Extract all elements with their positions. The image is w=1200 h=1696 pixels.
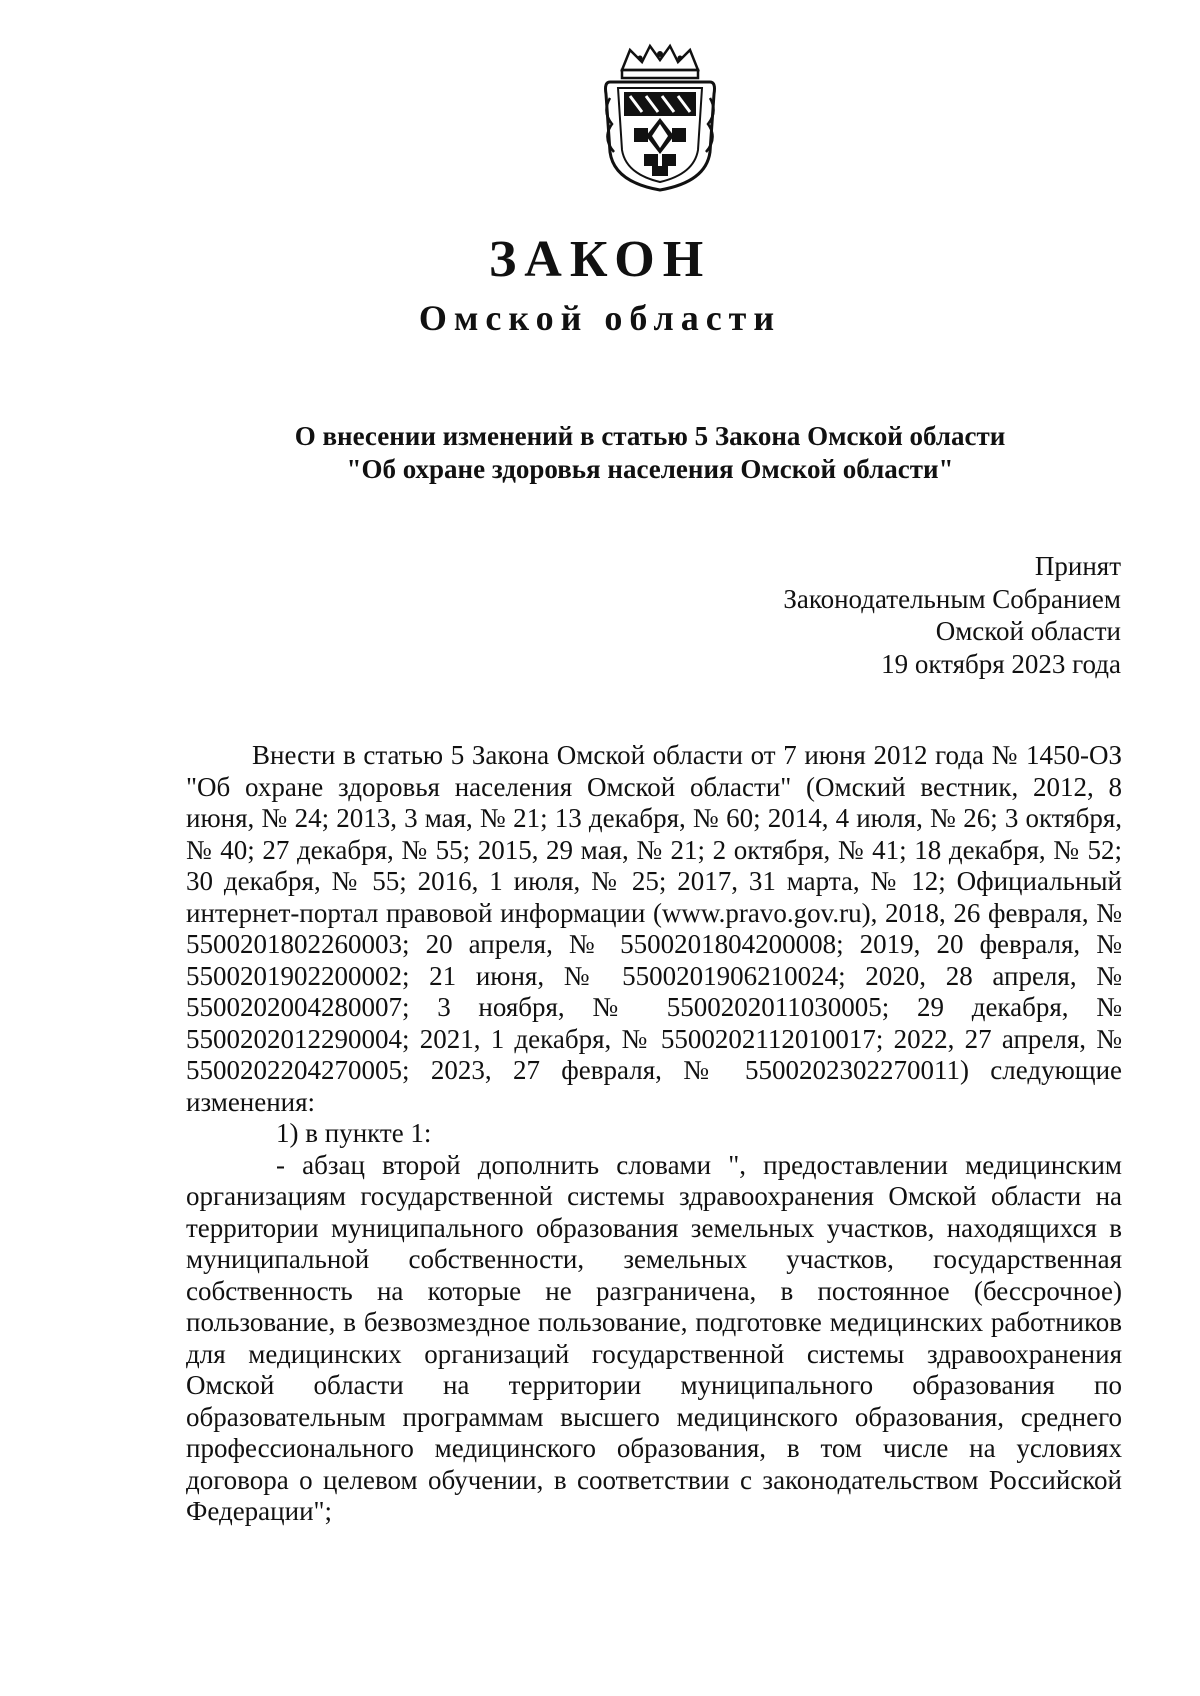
omsk-region-coat-of-arms-icon xyxy=(600,42,720,192)
law-region: Омской области xyxy=(418,298,782,338)
adoption-line-3: Омской области xyxy=(935,616,1121,646)
intro-paragraph: Внести в статью 5 Закона Омской области от 7 июня 2012 года № 1450-ОЗ "Об охране здоровья населения Омской области" (Омский вестник, 2012, 8 июня, № 24; 2013, 3 мая, № 21; 13 декабря, № 60; 2014, 4 июля, № 26; 3 октября, № 40; 27 декабря, № 55; 2015, 29 мая, № 21; 2 октября, № 41; 18 декабря, № 52; 30 декабря, № 55; 2016, 1 июля, № 25; 2017, 31 марта, № 12; Официальный интернет-портал правовой информации (www.pravo.gov.ru), 2018, 26 февраля, № 5500201802260003; 20 апреля, № 5500201804200008; 2019, 20 февраля, № 5500201902200002; 21 июня, № 5500201906210024; 2020, 28 апреля, № 5500202004280007; 3 ноября, № 5500202011030005; 29 декабря, № 5500202012290004; 2021, 1 декабря, № 5500202112010017; 2022, 27 апреля, № 5500202204270005; 2023, 27 февраля, № 5500202302270011) следующие изменения: xyxy=(186,740,1122,1117)
item-1: 1) в пункте 1: xyxy=(276,1118,432,1148)
document-heading-line-2: "Об охране здоровья населения Омской области" xyxy=(346,454,954,484)
adoption-line-2: Законодательным Собранием xyxy=(783,583,1121,614)
adoption-date: 19 октября 2023 года xyxy=(881,648,1121,679)
adoption-line-1: Принят xyxy=(1034,551,1121,581)
law-title: ЗАКОН xyxy=(488,231,712,288)
adoption-block xyxy=(783,550,1121,680)
document-heading-line-1: О внесении изменений в статью 5 Закона Омской области xyxy=(294,421,1006,451)
subitem-paragraph: - абзац второй дополнить словами ", предоставлении медицинским организациям государственной системы здравоохранения Омской области на территории муниципального образования земельных участков, находящихся в муниципальной собственности, земельных участков, государственная собственность на которые не разграничена, в постоянное (бессрочное) пользование, в безвозмездное пользование, подготовке медицинских работников для медицинских организаций государственной системы здравоохранения Омской области на территории муниципального образования по образовательным программам высшего медицинского образования, среднего профессионального медицинского образования, в том числе на условиях договора о целевом обучении, в соответствии с законодательством Российской Федерации"; xyxy=(186,1149,1122,1526)
document-heading xyxy=(200,420,1100,486)
document-body xyxy=(186,740,1122,1528)
